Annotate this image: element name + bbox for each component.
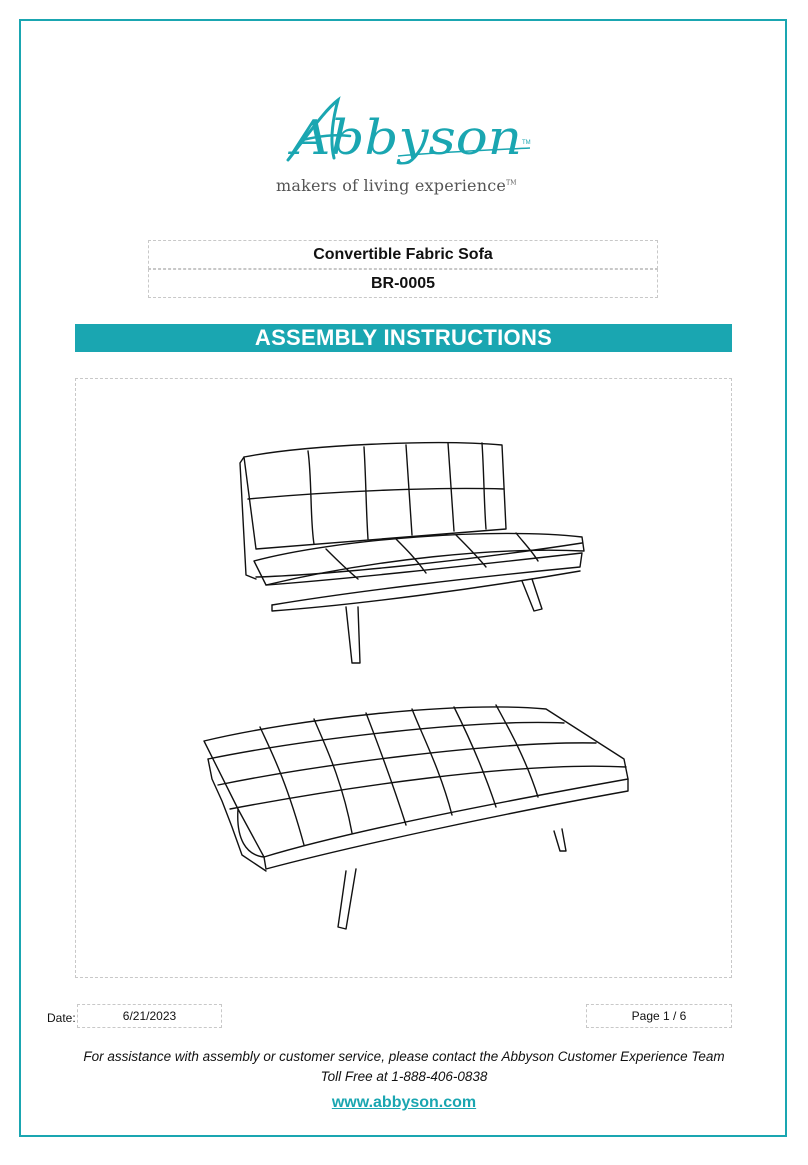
date-box [77,1004,222,1028]
brand-tagline [276,176,546,195]
abbyson-logo [280,92,550,168]
banner-title: ASSEMBLY INSTRUCTIONS [254,325,553,350]
logo-trademark: TM [522,140,531,146]
product-name-box [148,240,658,269]
sofa-upright-illustration [240,443,584,663]
logo-wordmark: Abbyson [287,110,522,166]
tagline-text: makers of living experience [276,176,507,195]
page-number: Page 1 / 6 [631,1009,687,1023]
sofa-illustrations [76,379,733,979]
page-number-box [586,1004,732,1028]
tagline-trademark: TM [506,179,517,187]
product-name: Convertible Fabric Sofa [313,245,493,263]
date-value: 6/21/2023 [122,1009,177,1023]
illustration-panel [75,378,732,978]
product-model: BR-0005 [370,274,436,292]
website-link[interactable]: www.abbyson.com [331,1094,477,1111]
product-model-box [148,269,658,298]
assistance-text: For assistance with assembly or customer service, please contact the Abbyson Customer Experience Team [83,1049,725,1064]
section-banner [75,324,732,352]
date-label: Date: [47,1011,76,1025]
sofa-bed-illustration [204,705,628,929]
toll-free-text: Toll Free at 1-888-406-0838 [320,1069,488,1084]
